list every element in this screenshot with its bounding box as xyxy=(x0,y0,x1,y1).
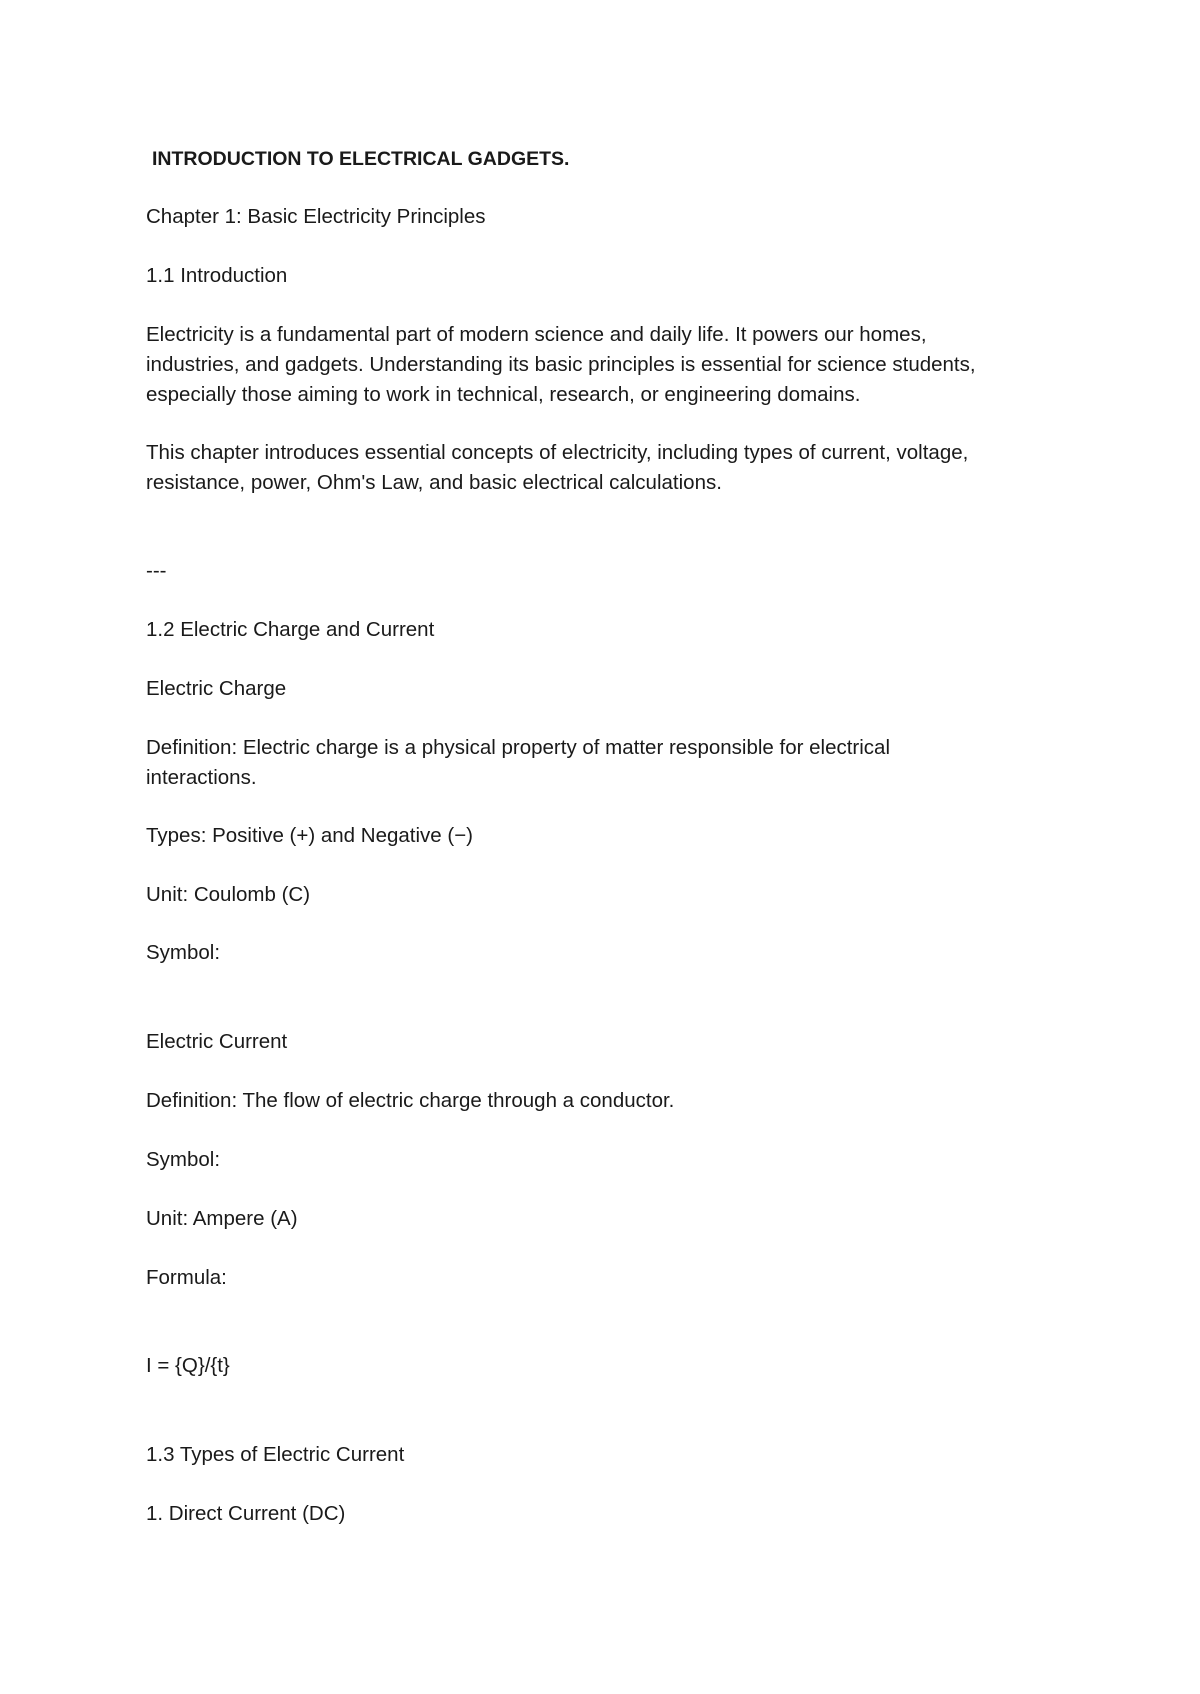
chapter-heading: Chapter 1: Basic Electricity Principles xyxy=(146,205,486,228)
current-symbol: Symbol: xyxy=(146,1148,221,1171)
list-item-direct-current: 1. Direct Current (DC) xyxy=(146,1502,346,1525)
current-heading: Electric Current xyxy=(146,1030,288,1053)
charge-heading: Electric Charge xyxy=(146,677,287,700)
charge-unit: Unit: Coulomb (C) xyxy=(146,883,311,906)
paragraph-line: especially those aiming to work in technical, research, or engineering domains. xyxy=(146,383,861,406)
section-heading-1-2: 1.2 Electric Charge and Current xyxy=(146,618,435,641)
paragraph-line: interactions. xyxy=(146,766,257,789)
section-heading-1-3: 1.3 Types of Electric Current xyxy=(146,1443,405,1466)
paragraph-line: industries, and gadgets. Understanding its basic principles is essential for science students, xyxy=(146,353,976,376)
document-title: INTRODUCTION TO ELECTRICAL GADGETS. xyxy=(152,148,570,170)
intro-paragraph-1 xyxy=(146,320,1076,410)
charge-symbol: Symbol: xyxy=(146,941,221,964)
charge-definition xyxy=(146,733,1076,793)
paragraph-line: This chapter introduces essential concepts of electricity, including types of current, voltage, xyxy=(146,441,969,464)
paragraph-line: Definition: Electric charge is a physical property of matter responsible for electrical xyxy=(146,736,891,759)
charge-types: Types: Positive (+) and Negative (−) xyxy=(146,824,474,847)
current-formula-label: Formula: xyxy=(146,1266,227,1289)
section-heading-1-1: 1.1 Introduction xyxy=(146,264,288,287)
paragraph-line: resistance, power, Ohm's Law, and basic electrical calculations. xyxy=(146,471,722,494)
intro-paragraph-2 xyxy=(146,438,1076,498)
current-definition: Definition: The flow of electric charge through a conductor. xyxy=(146,1089,675,1112)
current-formula: I = {Q}/{t} xyxy=(146,1354,230,1377)
current-unit: Unit: Ampere (A) xyxy=(146,1207,298,1230)
separator: --- xyxy=(146,559,167,582)
paragraph-line: Electricity is a fundamental part of modern science and daily life. It powers our homes, xyxy=(146,323,927,346)
